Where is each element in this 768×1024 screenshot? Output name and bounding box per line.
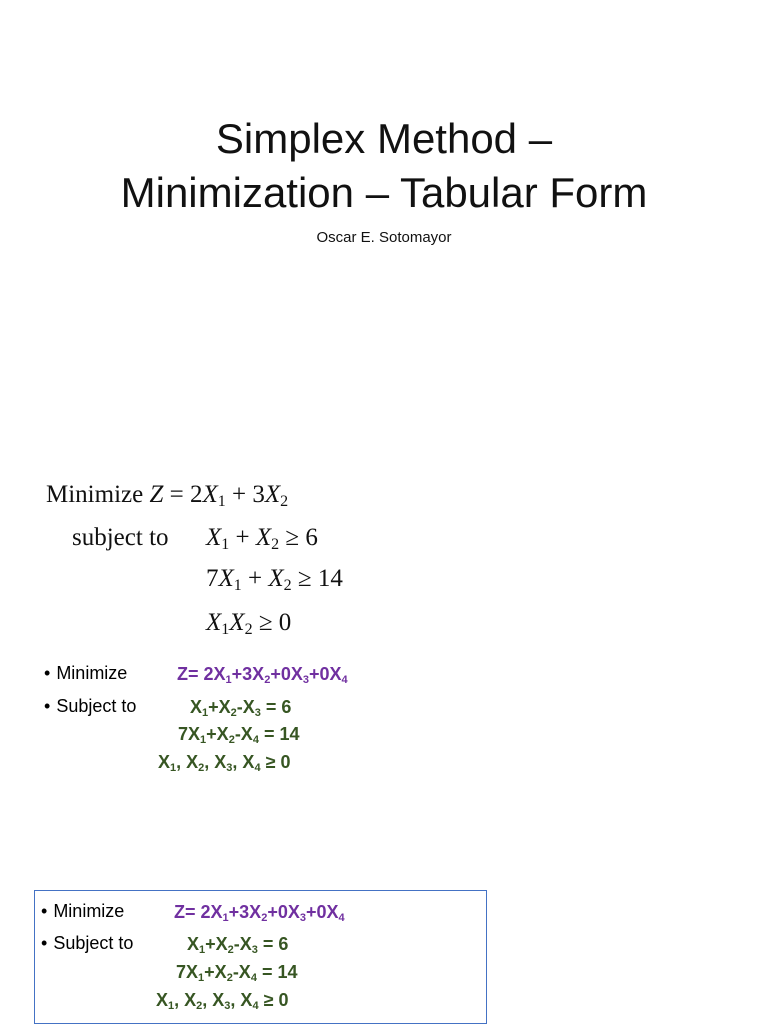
nonnegativity-equation: $X_1$, $X_2$, $X_3$, $X_4 \ge 0$ <box>158 752 291 774</box>
formula-constraint-1: $X_1 + X_2 \ge 6$ <box>206 524 318 553</box>
bullet-subject-to-label: Subject to <box>56 696 137 716</box>
formula-minimize-word: Minimize <box>46 481 150 508</box>
framed-objective-equation: $Z= 2X_1+3X_2+0X_3+0X_4$ <box>174 902 345 924</box>
bullet-subject-to: • Subject to <box>44 696 137 716</box>
title-line-1: Simplex Method – <box>215 115 553 162</box>
formula-line-objective <box>46 481 288 509</box>
framed-nonnegativity-equation: $X_1$, $X_2$, $X_3$, $X_4 \ge 0$ <box>156 990 289 1012</box>
author-name: Oscar E. Sotomayor <box>316 229 452 246</box>
title-line-2: Minimization – Tabular Form <box>120 169 648 216</box>
constraint-equation-1: $X_1+X_2-X_3 = 6$ <box>190 697 292 719</box>
formula-constraint-2: $7X_1 + X_2 \ge 14$ <box>206 565 343 594</box>
bullet-minimize: • Minimize <box>44 663 128 683</box>
formula-subject-to-word: subject to <box>72 524 169 551</box>
framed-constraint-equation-2: $7X_1+X_2-X_4 = 14$ <box>176 962 298 984</box>
slide-title <box>0 112 768 220</box>
formula-nonnegativity: $X_1X_2 \ge 0$ <box>206 609 292 638</box>
framed-minimize-label: Minimize <box>53 901 125 921</box>
framed-constraint-equation-1: $X_1+X_2-X_3 = 6$ <box>187 934 289 956</box>
framed-bullet-minimize: • Minimize <box>41 901 125 921</box>
bullet-minimize-label: Minimize <box>56 663 128 683</box>
framed-bullet-subject-to: • Subject to <box>41 933 134 953</box>
constraint-equation-2: $7X_1+X_2-X_4 = 14$ <box>178 724 300 746</box>
framed-subject-to-label: Subject to <box>53 933 134 953</box>
objective-equation: $Z= 2X_1+3X_2+0X_3+0X_4$ <box>177 664 348 686</box>
formula-objective-math: $Z = 2X_1 + 3X_2$ <box>149 481 289 510</box>
